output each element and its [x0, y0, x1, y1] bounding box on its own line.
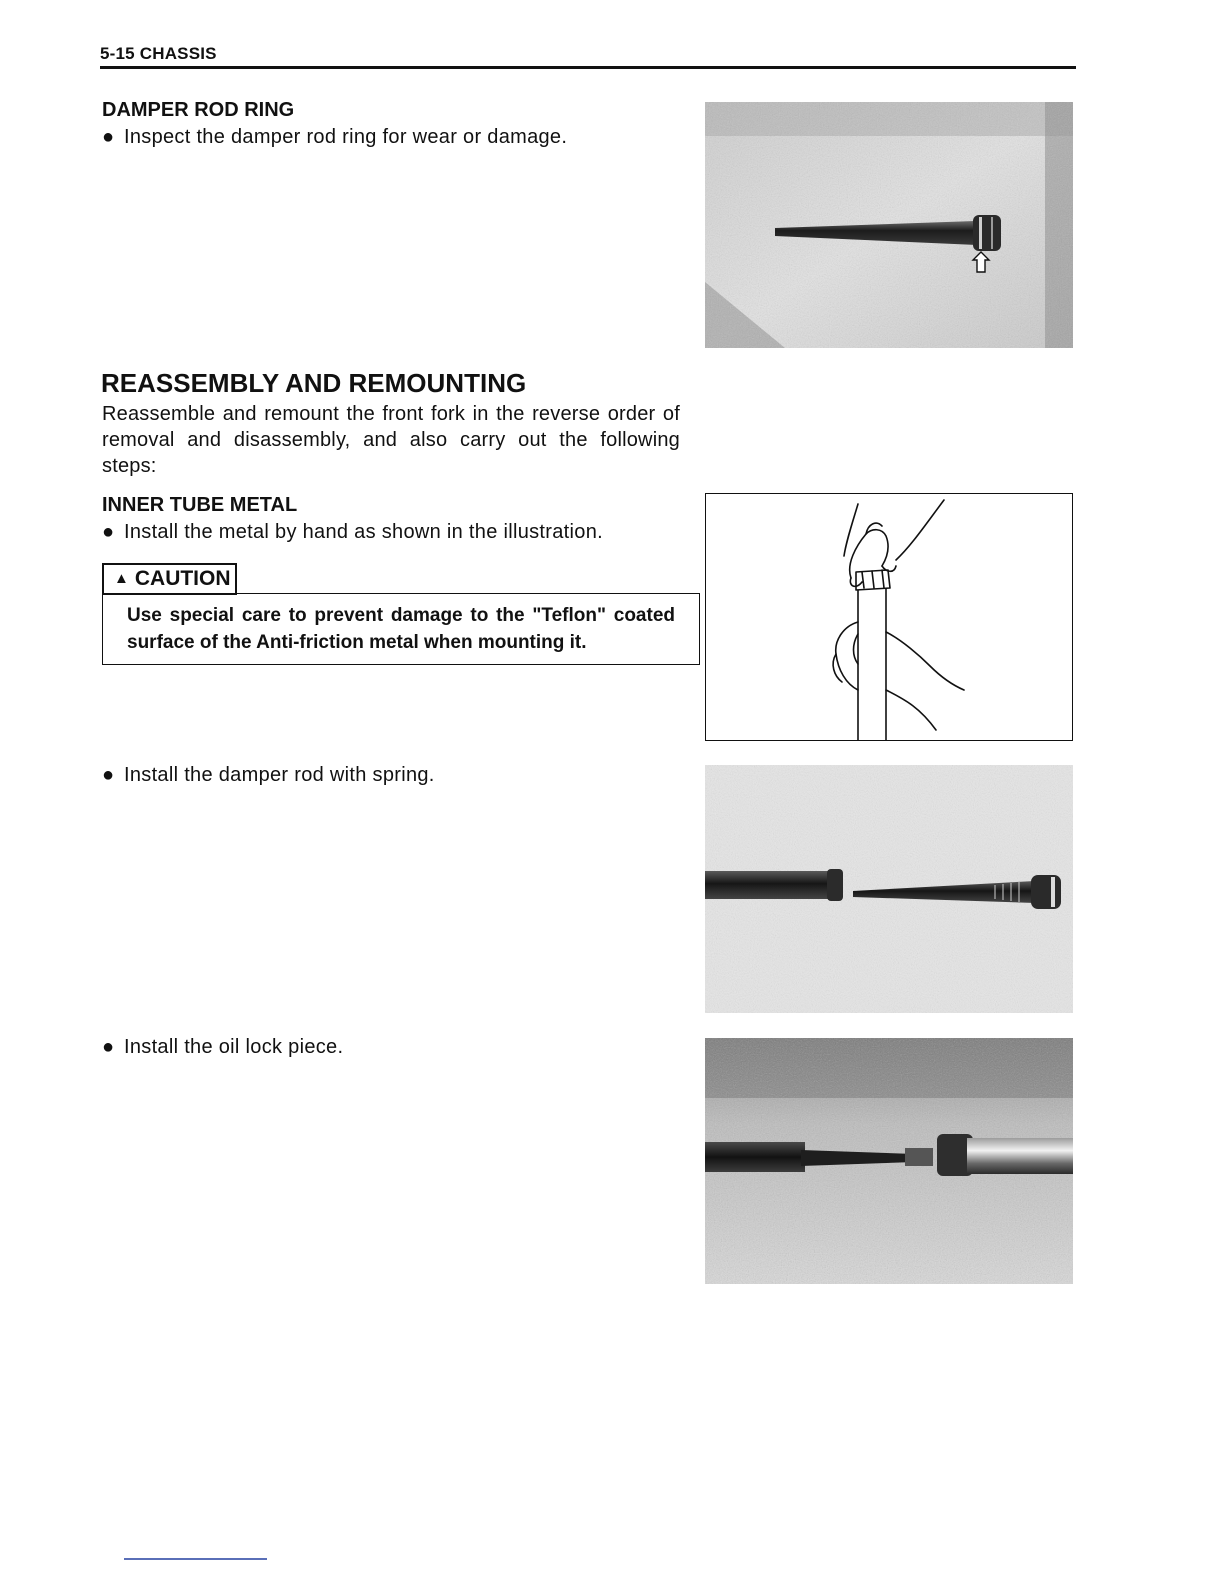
- caution-label-text: CAUTION: [134, 567, 231, 590]
- inner-tube-metal-illustration: [705, 493, 1073, 741]
- caution-text: Use special care to prevent damage to the "Teflon" coated surface of the Anti-friction metal when mounting it.: [127, 605, 675, 653]
- oil-lock-piece-photo: [705, 1038, 1073, 1284]
- bullet-text: Install the damper rod with spring.: [124, 764, 435, 786]
- header-rule: [100, 66, 1076, 69]
- warning-triangle-icon: ▲: [114, 570, 129, 587]
- section-header: 5-15 CHASSIS: [100, 44, 217, 63]
- reassembly-heading: REASSEMBLY AND REMOUNTING: [101, 368, 527, 398]
- bullet-text: Install the metal by hand as shown in the illustration.: [124, 521, 603, 543]
- bullet-dot: ●: [102, 126, 115, 148]
- bullet-dot: ●: [102, 764, 115, 786]
- inner-tube-metal-bullet: [102, 521, 603, 544]
- reassembly-paragraph: Reassemble and remount the front fork in the reverse order of removal and disassembly, and also carry out the following steps:: [102, 403, 680, 477]
- bullet-dot: ●: [102, 521, 115, 543]
- bullet-text: Inspect the damper rod ring for wear or damage.: [124, 126, 568, 148]
- step-oil-lock-piece-bullet: [102, 1036, 343, 1059]
- caution-label: [102, 563, 237, 595]
- damper-rod-ring-photo: [705, 102, 1073, 348]
- caution-box: [102, 593, 700, 665]
- damper-rod-ring-bullet: [102, 126, 567, 149]
- step-damper-rod-bullet: [102, 764, 435, 787]
- damper-rod-spring-photo: [705, 765, 1073, 1013]
- footer-line: [124, 1558, 267, 1560]
- damper-rod-ring-heading: DAMPER ROD RING: [102, 99, 295, 121]
- inner-tube-metal-heading: INNER TUBE METAL: [102, 494, 298, 516]
- bullet-dot: ●: [102, 1036, 115, 1058]
- bullet-text: Install the oil lock piece.: [124, 1036, 344, 1058]
